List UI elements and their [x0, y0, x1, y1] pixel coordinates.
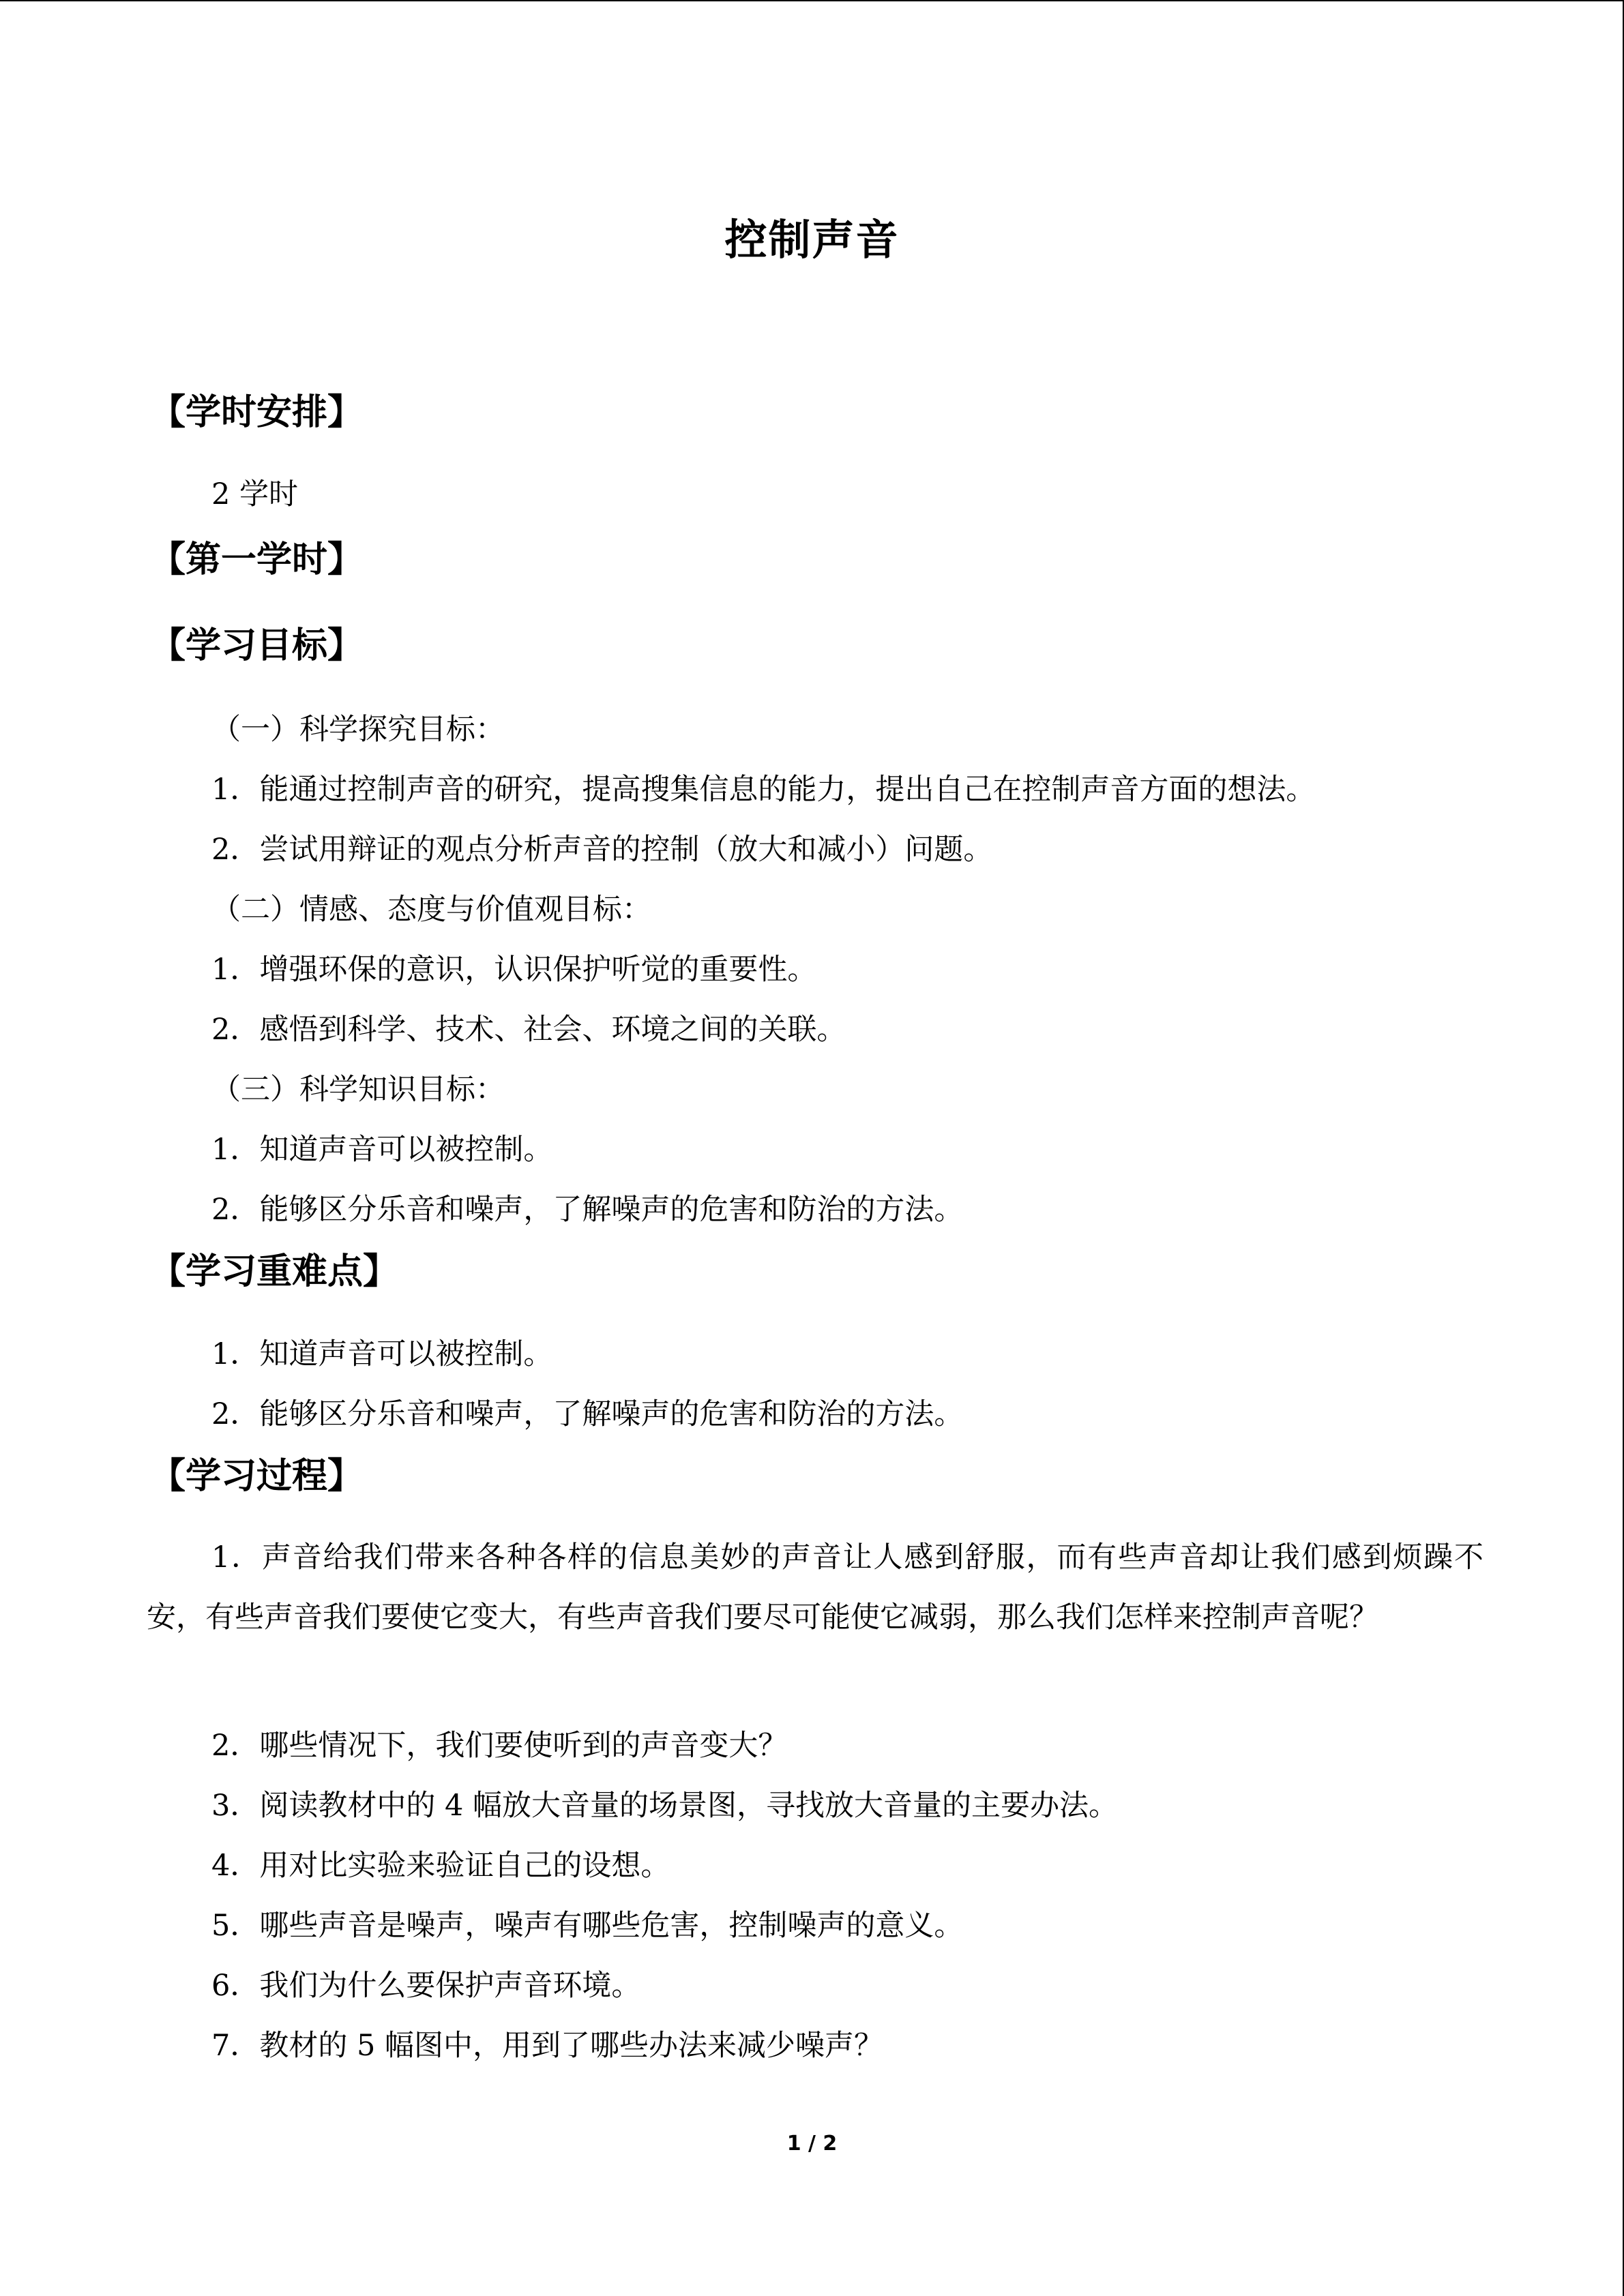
goal-line: 2．能够区分乐音和噪声，了解噪声的危害和防治的方法。: [211, 1193, 964, 1227]
page-top-border: [0, 0, 1624, 1]
process-paragraph: 1．声音给我们带来各种各样的信息美妙的声音让人感到舒服，而有些声音却让我们感到烦躁不安，有些声音我们要使它变大，有些声音我们要尽可能使它减弱，那么我们怎样来控制声音呢？: [147, 1540, 1483, 1635]
process-item: 7．教材的 5 幅图中，用到了哪些办法来减少噪声？: [211, 2029, 884, 2063]
process-item: 4．用对比实验来验证自己的设想。: [211, 1849, 670, 1883]
heading-key-points: 【学习重难点】: [150, 1251, 399, 1292]
goal-line: 1．能通过控制声音的研究，提高搜集信息的能力，提出自己在控制声音方面的想法。: [211, 773, 1316, 807]
process-item: 3．阅读教材中的 4 幅放大音量的场景图，寻找放大音量的主要办法。: [211, 1789, 1119, 1823]
process-item: 6．我们为什么要保护声音环境。: [211, 1969, 641, 2003]
schedule-text: 2 学时: [211, 477, 299, 511]
process-item: 2．哪些情况下，我们要使听到的声音变大？: [211, 1729, 788, 1763]
heading-learning-process: 【学习过程】: [150, 1456, 364, 1497]
goal-line: 1．增强环保的意识，认识保护听觉的重要性。: [211, 953, 817, 987]
key-point-line: 1．知道声音可以被控制。: [211, 1337, 553, 1371]
heading-schedule: 【学时安排】: [150, 392, 364, 433]
document-title: 控制声音: [724, 215, 900, 265]
process-item: 5．哪些声音是噪声，噪声有哪些危害，控制噪声的意义。: [211, 1909, 964, 1943]
heading-learning-goals: 【学习目标】: [150, 625, 364, 666]
goal-line: 1．知道声音可以被控制。: [211, 1133, 553, 1167]
goal-category-knowledge: （三）科学知识目标：: [211, 1073, 505, 1107]
key-point-line: 2．能够区分乐音和噪声，了解噪声的危害和防治的方法。: [211, 1397, 964, 1431]
heading-first-lesson: 【第一学时】: [150, 539, 364, 580]
goal-category-attitude: （二）情感、态度与价值观目标：: [211, 893, 651, 927]
goal-line: 2．感悟到科学、技术、社会、环境之间的关联。: [211, 1013, 846, 1047]
goal-category-inquiry: （一）科学探究目标：: [211, 713, 505, 747]
goal-line: 2．尝试用辩证的观点分析声音的控制（放大和减小）问题。: [211, 833, 993, 867]
page-number: 1 / 2: [786, 2132, 838, 2156]
